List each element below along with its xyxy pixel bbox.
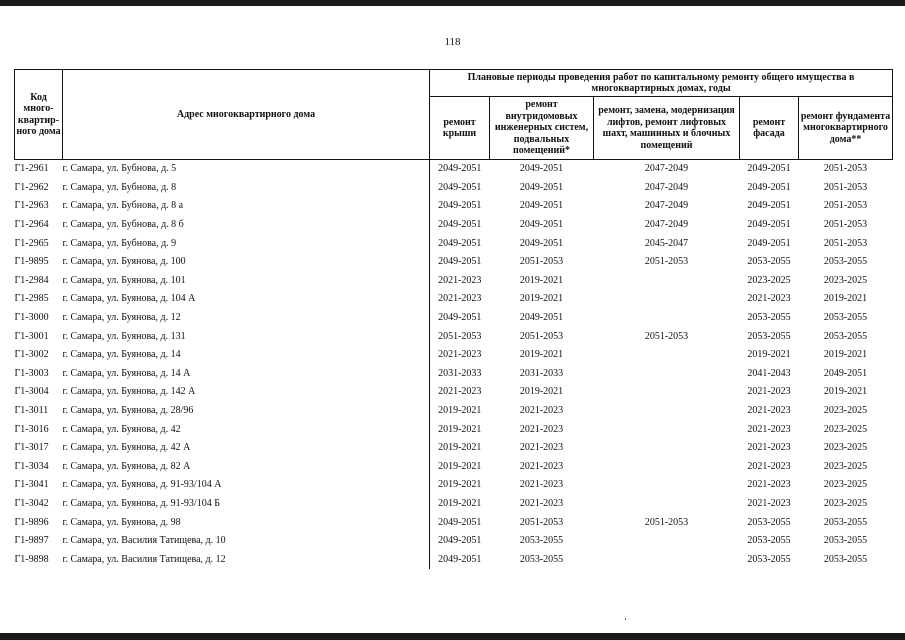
cell-internal-systems: 2049-2051 (519, 181, 564, 193)
cell-internal-systems: 2021-2023 (519, 405, 564, 417)
table-row (15, 439, 893, 458)
cell-facade: 2019-2021 (747, 349, 791, 361)
cell-internal-systems: 2049-2051 (519, 163, 564, 175)
cell-roof: 2021-2023 (430, 272, 490, 291)
cell-elevators: 2047-2049 (644, 200, 689, 212)
page-number: 118 (444, 36, 461, 48)
cell-roof: 2049-2051 (430, 253, 490, 272)
cell-elevators (594, 439, 740, 458)
cell-elevators: 2047-2049 (644, 163, 689, 175)
cell-facade: 2021-2023 (747, 386, 791, 398)
cell-roof: 2051-2053 (430, 327, 490, 346)
cell-roof: 2019-2021 (430, 476, 490, 495)
cell-internal-systems: 2021-2023 (519, 460, 564, 472)
cell-facade: 2021-2023 (747, 442, 791, 454)
cell-foundation: 2053-2055 (823, 256, 868, 268)
cell-foundation: 2023-2025 (823, 405, 868, 417)
cell-foundation: 2023-2025 (823, 479, 868, 491)
cell-roof: 2049-2051 (430, 216, 490, 235)
cell-address: г. Самара, ул. Буянова, д. 91-93/104 Б (62, 497, 220, 509)
cell-internal-systems: 2049-2051 (519, 312, 564, 324)
table-row (15, 160, 893, 179)
bottom-rule (0, 633, 905, 640)
cell-code: Г1-3016 (14, 423, 49, 435)
cell-elevators: 2047-2049 (644, 219, 689, 231)
cell-roof: 2049-2051 (430, 309, 490, 328)
table-row (15, 346, 893, 365)
cell-facade: 2049-2051 (747, 163, 791, 175)
cell-address: г. Самара, ул. Буянова, д. 131 (62, 330, 186, 342)
cell-code: Г1-3034 (14, 460, 49, 472)
cell-code: Г1-9896 (14, 516, 49, 528)
cell-facade: 2021-2023 (747, 293, 791, 305)
cell-code: Г1-3004 (14, 386, 49, 398)
cell-address: г. Самара, ул. Бубнова, д. 8 б (62, 219, 184, 231)
cell-code: Г1-3001 (14, 330, 49, 342)
cell-facade: 2049-2051 (747, 219, 791, 231)
cell-roof: 2021-2023 (430, 383, 490, 402)
cell-roof: 2019-2021 (430, 458, 490, 477)
cell-roof: 2019-2021 (430, 420, 490, 439)
cell-internal-systems: 2019-2021 (519, 274, 564, 286)
cell-internal-systems: 2049-2051 (519, 237, 564, 249)
cell-roof: 2031-2033 (430, 365, 490, 384)
capital-repair-table (14, 69, 893, 569)
cell-foundation: 2053-2055 (823, 516, 868, 528)
cell-facade: 2021-2023 (747, 423, 791, 435)
cell-foundation: 2023-2025 (823, 442, 868, 454)
cell-code: Г1-2962 (14, 181, 49, 193)
cell-elevators (594, 346, 740, 365)
cell-elevators: 2045-2047 (644, 237, 689, 249)
table-row (15, 476, 893, 495)
cell-internal-systems: 2019-2021 (519, 386, 564, 398)
cell-internal-systems: 2021-2023 (519, 442, 564, 454)
cell-elevators: 2051-2053 (644, 516, 689, 528)
cell-elevators (594, 383, 740, 402)
table-row (15, 550, 893, 569)
cell-address: г. Самара, ул. Бубнова, д. 5 (62, 163, 177, 175)
cell-foundation: 2051-2053 (823, 237, 868, 249)
cell-roof: 2049-2051 (430, 532, 490, 551)
cell-code: Г1-2964 (14, 219, 49, 231)
cell-elevators (594, 458, 740, 477)
top-rule (0, 0, 905, 6)
cell-facade: 2053-2055 (747, 553, 791, 565)
stray-mark: ، (624, 613, 627, 622)
cell-code: Г1-3002 (14, 349, 49, 361)
cell-address: г. Самара, ул. Буянова, д. 14 (62, 349, 181, 361)
cell-facade: 2053-2055 (747, 330, 791, 342)
header-facade: ремонт фасада (740, 97, 799, 160)
cell-address: г. Самара, ул. Буянова, д. 101 (62, 274, 186, 286)
header-code: Код много-квартир-ного дома (15, 70, 63, 160)
cell-address: г. Самара, ул. Буянова, д. 42 (62, 423, 181, 435)
cell-facade: 2049-2051 (747, 181, 791, 193)
cell-address: г. Самара, ул. Буянова, д. 42 А (62, 442, 191, 454)
cell-internal-systems: 2051-2053 (519, 330, 564, 342)
cell-internal-systems: 2051-2053 (519, 256, 564, 268)
cell-facade: 2021-2023 (747, 460, 791, 472)
cell-roof: 2049-2051 (430, 550, 490, 569)
cell-code: Г1-3042 (14, 497, 49, 509)
cell-code: Г1-2961 (14, 163, 49, 175)
cell-address: г. Самара, ул. Буянова, д. 28/96 (62, 405, 194, 417)
cell-facade: 2053-2055 (747, 516, 791, 528)
header-elevators: ремонт, замена, модернизация лифтов, ремонт лифтовых шахт, машинных и блочных помещений (594, 97, 740, 160)
cell-elevators (594, 272, 740, 291)
cell-elevators (594, 402, 740, 421)
cell-address: г. Самара, ул. Буянова, д. 98 (62, 516, 181, 528)
table-row (15, 458, 893, 477)
cell-address: г. Самара, ул. Буянова, д. 14 А (62, 367, 191, 379)
cell-elevators (594, 290, 740, 309)
cell-roof: 2019-2021 (430, 402, 490, 421)
cell-facade: 2021-2023 (747, 497, 791, 509)
cell-address: г. Самара, ул. Буянова, д. 91-93/104 А (62, 479, 222, 491)
cell-roof: 2021-2023 (430, 290, 490, 309)
cell-roof: 2049-2051 (430, 197, 490, 216)
cell-facade: 2053-2055 (747, 535, 791, 547)
cell-foundation: 2019-2021 (823, 386, 868, 398)
cell-foundation: 2023-2025 (823, 497, 868, 509)
cell-foundation: 2051-2053 (823, 200, 868, 212)
cell-foundation: 2053-2055 (823, 330, 868, 342)
cell-code: Г1-3017 (14, 442, 49, 454)
header-internal-systems: ремонт внутридомовых инженерных систем, подвальных помещений* (490, 97, 594, 160)
cell-address: г. Самара, ул. Буянова, д. 100 (62, 256, 186, 268)
cell-internal-systems: 2021-2023 (519, 497, 564, 509)
cell-roof: 2019-2021 (430, 495, 490, 514)
cell-address: г. Самара, ул. Буянова, д. 104 А (62, 293, 196, 305)
table-row (15, 309, 893, 328)
table-row (15, 216, 893, 235)
cell-address: г. Самара, ул. Буянова, д. 12 (62, 312, 181, 324)
cell-elevators (594, 420, 740, 439)
cell-foundation: 2053-2055 (823, 553, 868, 565)
table-row (15, 179, 893, 198)
cell-roof: 2019-2021 (430, 439, 490, 458)
cell-code: Г1-3003 (14, 367, 49, 379)
header-foundation: ремонт фундамента многоквартирного дома** (799, 97, 893, 160)
table-row (15, 365, 893, 384)
cell-internal-systems: 2053-2055 (519, 553, 564, 565)
table-row (15, 234, 893, 253)
header-roof: ремонт крыши (430, 97, 490, 160)
cell-internal-systems: 2051-2053 (519, 516, 564, 528)
table-row (15, 290, 893, 309)
cell-address: г. Самара, ул. Бубнова, д. 8 а (62, 200, 184, 212)
cell-code: Г1-3000 (14, 312, 49, 324)
cell-roof: 2049-2051 (430, 179, 490, 198)
cell-code: Г1-3011 (14, 405, 49, 417)
cell-foundation: 2049-2051 (823, 367, 868, 379)
table-row (15, 420, 893, 439)
cell-foundation: 2051-2053 (823, 181, 868, 193)
cell-address: г. Самара, ул. Василия Татищева, д. 12 (62, 553, 226, 565)
cell-roof: 2021-2023 (430, 346, 490, 365)
table-row (15, 272, 893, 291)
cell-code: Г1-9898 (14, 553, 49, 565)
table-row (15, 495, 893, 514)
cell-elevators: 2051-2053 (644, 330, 689, 342)
cell-foundation: 2053-2055 (823, 535, 868, 547)
cell-internal-systems: 2053-2055 (519, 535, 564, 547)
table-row (15, 532, 893, 551)
cell-facade: 2021-2023 (747, 405, 791, 417)
cell-address: г. Самара, ул. Василия Татищева, д. 10 (62, 535, 226, 547)
cell-internal-systems: 2019-2021 (519, 349, 564, 361)
cell-code: Г1-9897 (14, 535, 49, 547)
table-row (15, 327, 893, 346)
table-row (15, 402, 893, 421)
cell-elevators (594, 532, 740, 551)
cell-roof: 2049-2051 (430, 160, 490, 179)
cell-internal-systems: 2021-2023 (519, 479, 564, 491)
cell-elevators (594, 309, 740, 328)
cell-address: г. Самара, ул. Бубнова, д. 8 (62, 181, 177, 193)
cell-facade: 2049-2051 (747, 237, 791, 249)
cell-foundation: 2023-2025 (823, 423, 868, 435)
cell-elevators: 2047-2049 (644, 181, 689, 193)
cell-roof: 2049-2051 (430, 513, 490, 532)
cell-internal-systems: 2021-2023 (519, 423, 564, 435)
cell-foundation: 2023-2025 (823, 274, 868, 286)
cell-foundation: 2051-2053 (823, 219, 868, 231)
cell-foundation: 2023-2025 (823, 460, 868, 472)
cell-code: Г1-2965 (14, 237, 49, 249)
table-row (15, 197, 893, 216)
cell-internal-systems: 2031-2033 (519, 367, 564, 379)
cell-code: Г1-9895 (14, 256, 49, 268)
cell-address: г. Самара, ул. Бубнова, д. 9 (62, 237, 177, 249)
cell-elevators (594, 476, 740, 495)
cell-elevators (594, 365, 740, 384)
cell-foundation: 2053-2055 (823, 312, 868, 324)
cell-facade: 2053-2055 (747, 256, 791, 268)
cell-roof: 2049-2051 (430, 234, 490, 253)
cell-code: Г1-2984 (14, 274, 49, 286)
cell-elevators (594, 550, 740, 569)
cell-facade: 2041-2043 (747, 367, 791, 379)
cell-facade: 2049-2051 (747, 200, 791, 212)
cell-facade: 2021-2023 (747, 479, 791, 491)
cell-foundation: 2051-2053 (823, 163, 868, 175)
cell-internal-systems: 2049-2051 (519, 219, 564, 231)
cell-foundation: 2019-2021 (823, 349, 868, 361)
cell-code: Г1-3041 (14, 479, 49, 491)
cell-code: Г1-2985 (14, 293, 49, 305)
header-planned-periods: Плановые периоды проведения работ по капитальному ремонту общего имущества в многоквартирных домах, годы (430, 70, 893, 97)
cell-internal-systems: 2019-2021 (519, 293, 564, 305)
table-row (15, 513, 893, 532)
cell-internal-systems: 2049-2051 (519, 200, 564, 212)
table-row (15, 383, 893, 402)
cell-foundation: 2019-2021 (823, 293, 868, 305)
table-row (15, 253, 893, 272)
cell-code: Г1-2963 (14, 200, 49, 212)
cell-facade: 2023-2025 (747, 274, 791, 286)
table-body (15, 160, 893, 570)
cell-facade: 2053-2055 (747, 312, 791, 324)
cell-elevators: 2051-2053 (644, 256, 689, 268)
cell-elevators (594, 495, 740, 514)
cell-address: г. Самара, ул. Буянова, д. 82 А (62, 460, 191, 472)
header-address: Адрес многоквартирного дома (63, 70, 430, 160)
cell-address: г. Самара, ул. Буянова, д. 142 А (62, 386, 196, 398)
